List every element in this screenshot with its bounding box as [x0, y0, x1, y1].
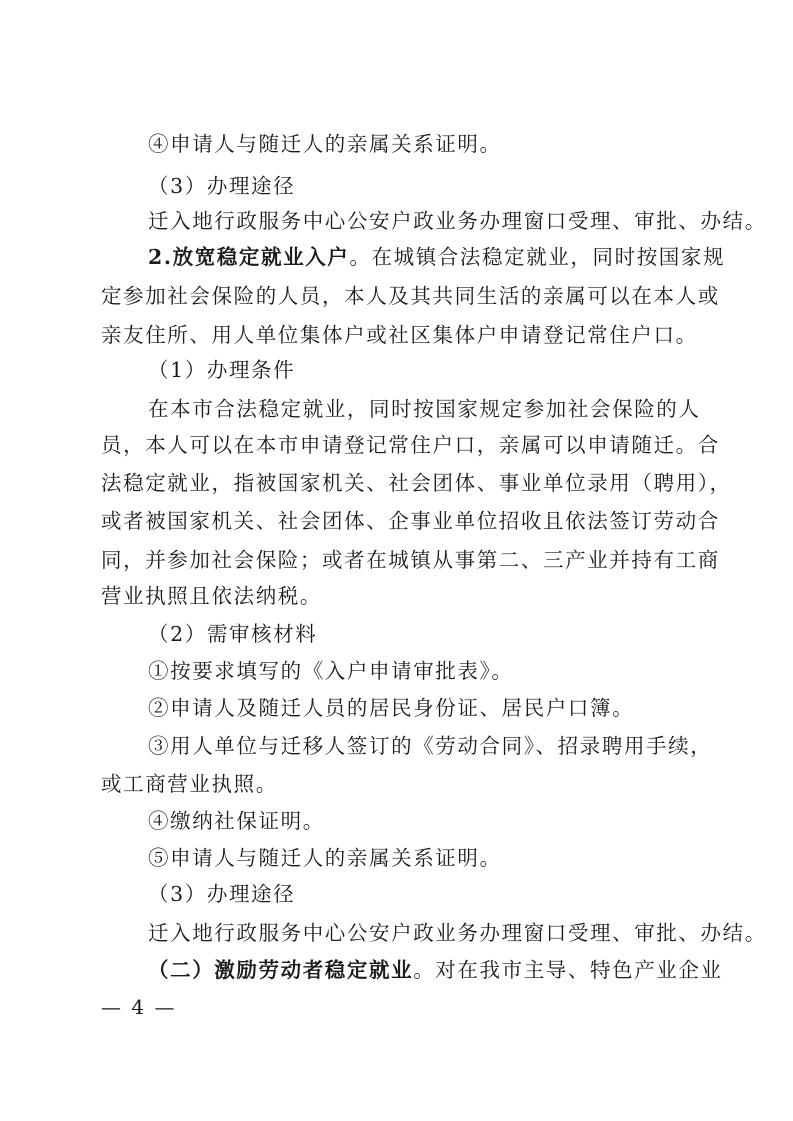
paragraph-line — [148, 206, 767, 236]
list-item — [148, 693, 634, 723]
line-text: 法稳定就业，指被国家机关、社会团体、事业单位录用（聘用）， — [101, 471, 732, 495]
paragraph-line — [148, 955, 723, 985]
list-item — [148, 656, 513, 686]
paragraph-line — [148, 129, 502, 159]
section-heading — [148, 619, 317, 649]
page-number: — 4 — — [101, 995, 177, 1019]
paragraph-line — [101, 281, 720, 311]
bold-lead-heading: （二）激励劳动者稳定就业 — [148, 958, 414, 982]
paragraph-line — [148, 918, 767, 948]
line-text: ③用人单位与迁移人签订的《劳动合同》、招录聘用手续， — [148, 734, 713, 758]
line-text: ④申请人与随迁人的亲属关系证明。 — [148, 132, 502, 156]
line-text: （1）办理条件 — [148, 358, 296, 382]
line-text: 。对在我市主导、特色产业企业 — [413, 958, 723, 982]
paragraph-line — [101, 545, 720, 575]
paragraph-line — [101, 468, 732, 498]
paragraph-line — [101, 506, 720, 536]
line-text: （2）需审核材料 — [148, 622, 318, 646]
line-text: ①按要求填写的《入户申请审批表》。 — [148, 659, 514, 683]
section-heading — [148, 879, 295, 909]
line-text: ②申请人及随迁人员的居民身份证、居民户口簿。 — [148, 696, 635, 720]
paragraph-line — [148, 242, 725, 272]
bold-lead-heading: 2.放宽稳定就业入户 — [148, 245, 350, 269]
line-text: 员，本人可以在本市申请登记常住户口，亲属可以申请随迁。合 — [101, 433, 720, 457]
paragraph-line — [148, 394, 701, 424]
line-text: 在本市合法稳定就业，同时按国家规定参加社会保险的人 — [148, 397, 701, 421]
section-heading — [148, 171, 295, 201]
paragraph-line — [101, 430, 720, 460]
list-item — [148, 731, 712, 761]
line-text: （3）办理途径 — [148, 882, 296, 906]
line-text: 或者被国家机关、社会团体、企事业单位招收且依法签订劳动合 — [101, 509, 720, 533]
list-item — [148, 843, 502, 873]
line-text: 营业执照且依法纳税。 — [101, 584, 322, 608]
line-text: ④缴纳社保证明。 — [148, 809, 325, 833]
line-text: ⑤申请人与随迁人的亲属关系证明。 — [148, 846, 502, 870]
line-text: 定参加社会保险的人员，本人及其共同生活的亲属可以在本人或 — [101, 284, 720, 308]
line-text: （3）办理途径 — [148, 174, 296, 198]
paragraph-line — [101, 320, 698, 350]
line-text: 。在城镇合法稳定就业，同时按国家规 — [349, 245, 726, 269]
line-text: 亲友住所、用人单位集体户或社区集体户申请登记常住户口。 — [101, 323, 698, 347]
paragraph-line — [101, 581, 322, 611]
list-item-continuation — [101, 769, 278, 799]
list-item — [148, 806, 325, 836]
line-text: 或工商营业执照。 — [101, 772, 278, 796]
section-heading — [148, 355, 295, 385]
line-text: 迁入地行政服务中心公安户政业务办理窗口受理、审批、办结。 — [148, 209, 767, 233]
line-text: 迁入地行政服务中心公安户政业务办理窗口受理、审批、办结。 — [148, 921, 767, 945]
line-text: 同，并参加社会保险；或者在城镇从事第二、三产业并持有工商 — [101, 548, 720, 572]
